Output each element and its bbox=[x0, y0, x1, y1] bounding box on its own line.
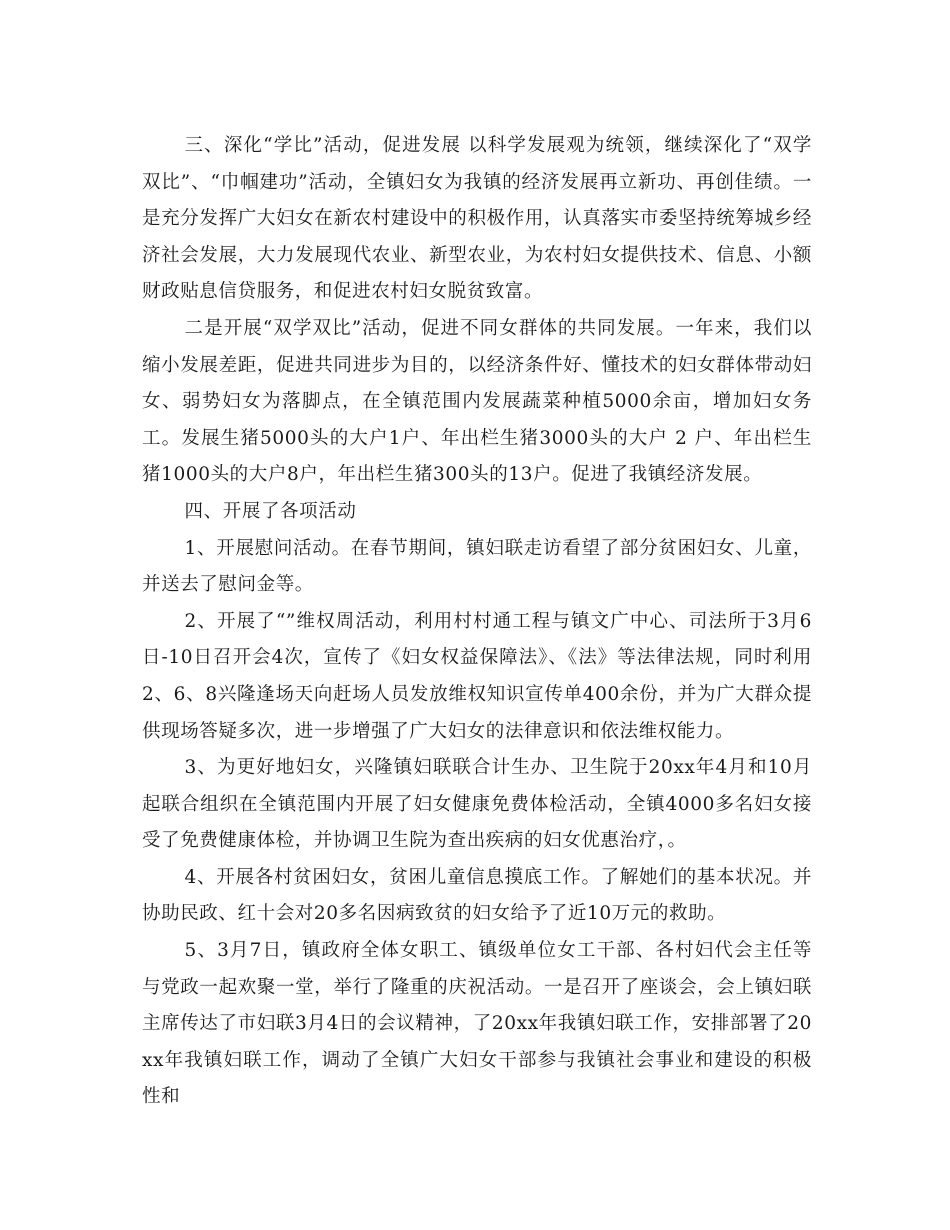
paragraph-item-2: 2、开展了“”维权周活动，利用村村通工程与镇文广中心、司法所于3月6日-10日召开会4次，宣传了《妇女权益保障法》、《法》等法律法规，同时利用2、6、8兴隆逢场天向赶场人员发放维权知识宣传单400余份，并为广大群众提供现场答疑多次，进一步增强了广大妇女的法律意识和依法维权能力。 bbox=[142, 610, 812, 742]
paragraph-double-learn: 二是开展“双学双比”活动，促进不同女群体的共同发展。一年来，我们以缩小发展差距，促进共同进步为目的，以经济条件好、懂技术的妇女群体带动妇女、弱势妇女为落脚点，在全镇范围内发展蔬菜种植5000余亩，增加妇女务工。发展生猪5000头的大户1户、年出栏生猪3000头的大户 2 户、年出栏生猪1000头的大户8户，年出栏生猪300头的13户。促进了我镇经济发展。 bbox=[142, 317, 812, 486]
document-body bbox=[142, 128, 812, 1116]
paragraph-item-4: 4、开展各村贫困妇女，贫困儿童信息摸底工作。了解她们的基本状况。并协助民政、红十会对20多名因病致贫的妇女给予了近10万元的救助。 bbox=[142, 866, 812, 925]
paragraph-item-3: 3、为更好地妇女，兴隆镇妇联联合计生办、卫生院于20xx年4月和10月起联合组织在全镇范围内开展了妇女健康免费体检活动，全镇4000多名妇女接受了免费健康体检，并协调卫生院为查出疾病的妇女优惠治疗，。 bbox=[142, 757, 812, 852]
paragraph-deepen-activity: 三、深化“学比”活动，促进发展 以科学发展观为统领，继续深化了“双学双比”、“巾帼建功”活动，全镇妇女为我镇的经济发展再立新功、再创佳绩。一是充分发挥广大妇女在新农村建设中的积极作用，认真落实市委坚持统筹城乡经济社会发展，大力发展现代农业、新型农业，为农村妇女提供技术、信息、小额财政贴息信贷服务，和促进农村妇女脱贫致富。 bbox=[142, 135, 813, 303]
paragraph-item-1: 1、开展慰问活动。在春节期间，镇妇联走访看望了部分贫困妇女、儿童，并送去了慰问金等。 bbox=[142, 537, 812, 596]
paragraph-item-5: 5、3月7日，镇政府全体女职工、镇级单位女工干部、各村妇代会主任等与党政一起欢聚一堂，举行了隆重的庆祝活动。一是召开了座谈会，会上镇妇联主席传达了市妇联3月4日的会议精神，了20xx年我镇妇联工作，安排部署了20xx年我镇妇联工作，调动了全镇广大妇女干部参与我镇社会事业和建设的积极性和 bbox=[142, 940, 812, 1108]
section-heading-activities: 四、开展了各项活动 bbox=[184, 500, 357, 522]
